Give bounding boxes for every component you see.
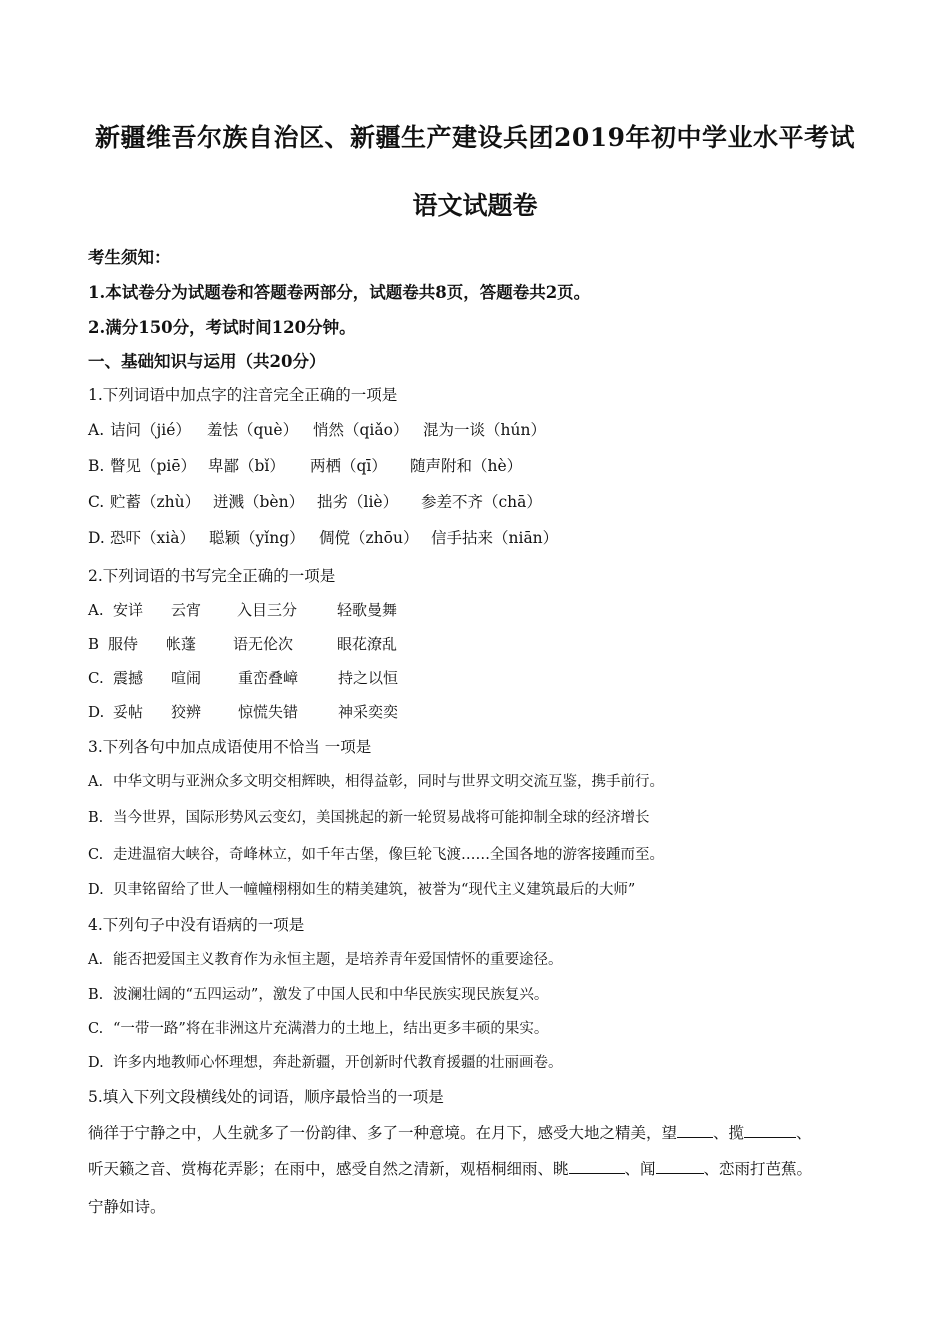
- option-item: 轻歌曼舞: [337, 601, 398, 619]
- passage-text: 徜徉于宁静之中，人生就多了一份韵律、多了一种意境。在月下，感受大地之精美，望: [88, 1124, 678, 1142]
- option-item: 狡辨: [171, 703, 202, 721]
- passage-text: 、揽: [713, 1124, 745, 1142]
- option-text: “一带一路”将在非洲这片充满潜力的土地上，结出更多丰硕的果实。: [113, 1021, 549, 1037]
- option-item: 重峦叠嶂: [238, 669, 299, 687]
- option-letter: D.: [88, 1055, 104, 1071]
- option-item: 贮蓄（zhù）: [110, 493, 201, 511]
- question-2-option-c: [88, 667, 398, 688]
- option-text: 波澜壮阔的“五四运动”，激发了中国人民和中华民族实现民族复兴。: [113, 987, 549, 1003]
- question-1-option-d: [88, 526, 558, 548]
- option-item: 安详: [113, 601, 144, 619]
- question-4-option-b: [88, 983, 548, 1004]
- option-item: 倜傥（zhōu）: [319, 529, 419, 547]
- option-letter: A.: [88, 774, 104, 790]
- question-1-option-b: [88, 454, 522, 476]
- question-2-option-d: [88, 701, 398, 722]
- question-5-passage-line-2: [88, 1157, 812, 1179]
- option-letter: C.: [88, 669, 104, 687]
- option-letter: C.: [88, 1021, 104, 1037]
- option-item: 喧闹: [171, 669, 202, 687]
- option-item: 诘问（jié）: [110, 421, 191, 439]
- passage-text: 、: [796, 1124, 812, 1142]
- option-text: 当今世界，国际形势风云变幻，美国挑起的新一轮贸易战将可能抑制全球的经济增长: [113, 810, 650, 826]
- option-item: 眼花潦乱: [337, 635, 398, 653]
- question-3-option-d: [88, 878, 635, 899]
- option-item: 悄然（qiǎo）: [313, 421, 409, 439]
- question-2-option-b: [88, 633, 397, 654]
- option-item: 入目三分: [237, 601, 298, 619]
- option-item: 拙劣（liè）: [317, 493, 399, 511]
- passage-text: 、闻: [624, 1160, 656, 1178]
- option-letter: D.: [88, 703, 105, 721]
- question-4-stem: 4.下列句子中没有语病的一项是: [88, 916, 305, 934]
- section-heading: 一、基础知识与运用（共20分）: [88, 352, 326, 371]
- question-1-stem: 1.下列词语中加点字的注音完全正确的一项是: [88, 386, 398, 404]
- question-5-passage-line-1: [88, 1121, 812, 1143]
- option-letter: A.: [88, 952, 104, 968]
- question-5-passage-line-3: 宁静如诗。: [88, 1198, 166, 1216]
- question-3-option-a: [88, 770, 664, 791]
- fill-blank: [744, 1123, 796, 1138]
- option-letter: B.: [88, 810, 104, 826]
- question-3-option-c: [88, 843, 664, 864]
- passage-text: 、恋雨打芭蕉。: [703, 1160, 813, 1178]
- option-letter: A.: [88, 421, 105, 439]
- question-1-option-c: [88, 490, 542, 512]
- option-text: 中华文明与亚洲众多文明交相辉映，相得益彰，同时与世界文明交流互鉴，携手前行。: [113, 774, 664, 790]
- notice-heading: 考生须知：: [88, 248, 171, 267]
- option-letter: D.: [88, 529, 105, 547]
- option-letter: D.: [88, 882, 104, 898]
- option-text: 许多内地教师心怀理想，奔赴新疆，开创新时代教育援疆的壮丽画卷。: [113, 1055, 563, 1071]
- question-4-option-a: [88, 948, 563, 969]
- option-letter: C.: [88, 847, 104, 863]
- fill-blank: [569, 1159, 625, 1174]
- option-text: 走进温宿大峡谷，奇峰林立，如千年古堡，像巨轮飞渡……全国各地的游客接踵而至。: [113, 847, 664, 863]
- option-text: 能否把爱国主义教育作为永恒主题，是培养青年爱国情怀的重要途径。: [113, 952, 563, 968]
- option-item: 信手拈来（niān）: [431, 529, 559, 547]
- option-item: 惊慌失错: [238, 703, 299, 721]
- notice-item-2: 2.满分150分，考试时间120分钟。: [88, 318, 356, 337]
- option-item: 语无伦次: [233, 635, 294, 653]
- exam-title: 新疆维吾尔族自治区、新疆生产建设兵团2019年初中学业水平考试: [94, 123, 856, 152]
- option-item: 恐吓（xià）: [110, 529, 195, 547]
- option-item: 妥帖: [113, 703, 144, 721]
- option-item: 两栖（qī）: [310, 457, 387, 475]
- option-item: 参差不齐（chā）: [421, 493, 542, 511]
- option-item: 帐蓬: [166, 635, 197, 653]
- option-item: 云宵: [171, 601, 202, 619]
- option-item: 瞥见（piē）: [110, 457, 197, 475]
- fill-blank: [656, 1159, 704, 1174]
- option-item: 混为一谈（hún）: [423, 421, 546, 439]
- option-item: 服侍: [108, 635, 139, 653]
- option-letter: C.: [88, 493, 105, 511]
- fill-blank: [677, 1123, 713, 1138]
- question-3-stem: 3.下列各句中加点成语使用不恰当 一项是: [88, 738, 372, 756]
- option-item: 持之以恒: [338, 669, 399, 687]
- option-item: 聪颖（yǐng）: [209, 529, 305, 547]
- option-item: 卑鄙（bǐ）: [208, 457, 285, 475]
- question-5-stem: 5.填入下列文段横线处的词语，顺序最恰当的一项是: [88, 1088, 444, 1106]
- option-item: 随声附和（hè）: [410, 457, 523, 475]
- option-text: 贝聿铭留给了世人一幢幢栩栩如生的精美建筑，被誉为“现代主义建筑最后的大师”: [113, 882, 636, 898]
- question-4-option-d: [88, 1051, 563, 1072]
- option-letter: B.: [88, 987, 104, 1003]
- notice-item-1: 1.本试卷分为试题卷和答题卷两部分，试题卷共8页，答题卷共2页。: [88, 283, 591, 302]
- option-item: 震撼: [113, 669, 144, 687]
- option-item: 羞怯（què）: [207, 421, 299, 439]
- option-letter: A.: [88, 601, 104, 619]
- passage-text: 听天籁之音、赏梅花弄影；在雨中，感受自然之清新，观梧桐细雨、眺: [88, 1160, 569, 1178]
- option-letter: B.: [88, 457, 105, 475]
- option-item: 神采奕奕: [338, 703, 399, 721]
- question-1-option-a: [88, 418, 546, 440]
- exam-subtitle: 语文试题卷: [412, 191, 538, 220]
- question-2-option-a: [88, 599, 397, 620]
- option-letter: B: [88, 635, 100, 653]
- option-item: 迸溅（bèn）: [213, 493, 305, 511]
- question-3-option-b: [88, 806, 650, 827]
- question-2-stem: 2.下列词语的书写完全正确的一项是: [88, 567, 336, 585]
- question-4-option-c: [88, 1017, 548, 1038]
